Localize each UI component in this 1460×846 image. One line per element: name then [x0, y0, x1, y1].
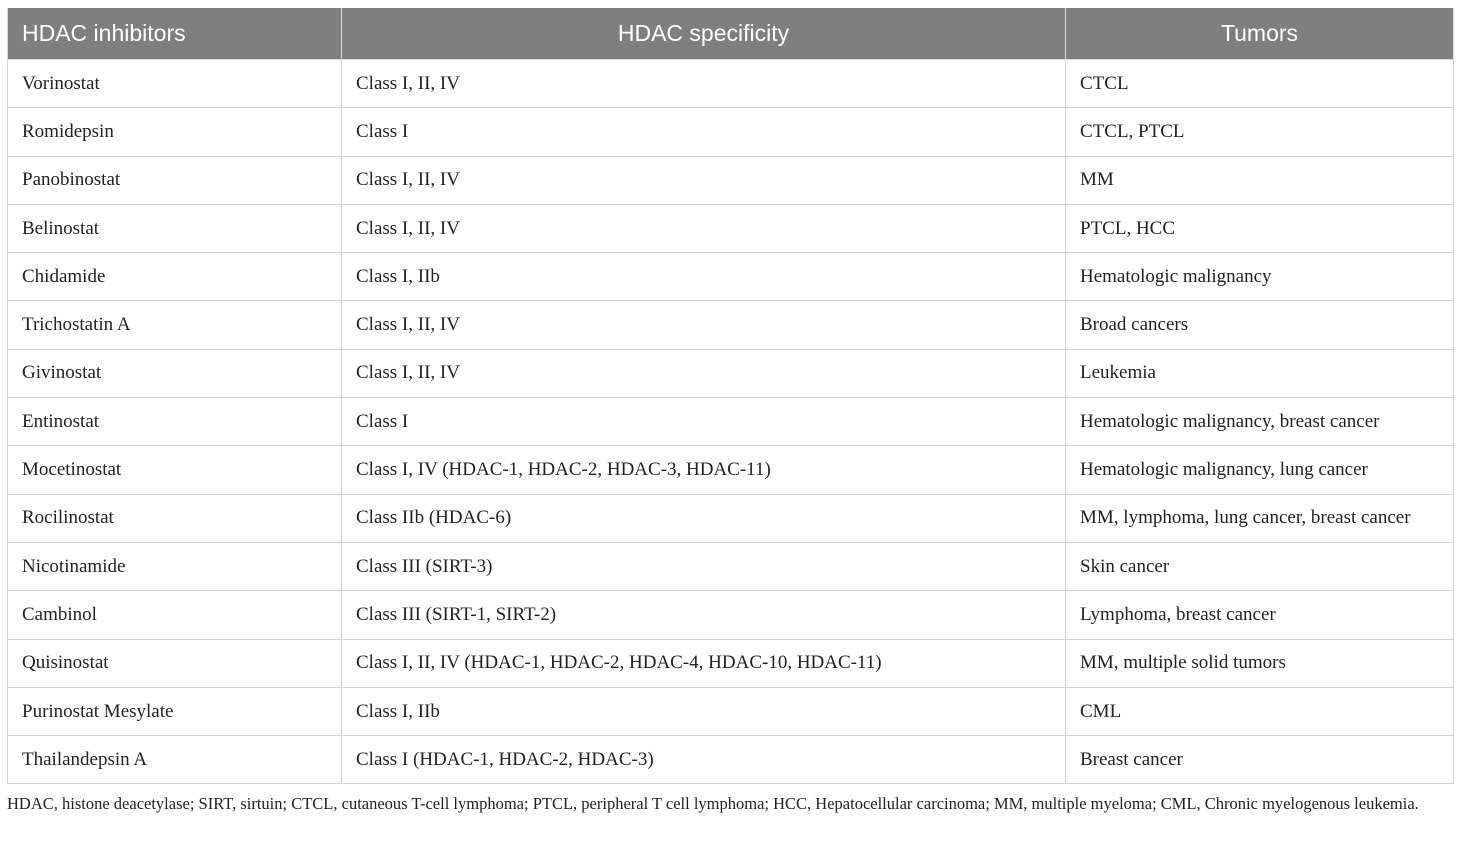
table-row: [8, 253, 1454, 301]
table-row: [8, 446, 1454, 494]
specificity-cell: Class I (HDAC-1, HDAC-2, HDAC-3): [342, 736, 1066, 784]
column-header-tumors: Tumors: [1066, 8, 1454, 60]
table-row: [8, 398, 1454, 446]
specificity-cell: Class I, IV (HDAC-1, HDAC-2, HDAC-3, HDAC-11): [342, 446, 1066, 494]
specificity-cell: Class I: [342, 108, 1066, 156]
inhibitor-cell: Entinostat: [8, 398, 342, 446]
table-row: [8, 60, 1454, 108]
tumors-cell: CTCL: [1066, 60, 1454, 108]
table-row: [8, 542, 1454, 590]
inhibitor-cell: Trichostatin A: [8, 301, 342, 349]
tumors-cell: Breast cancer: [1066, 736, 1454, 784]
specificity-cell: Class I, II, IV (HDAC-1, HDAC-2, HDAC-4, HDAC-10, HDAC-11): [342, 639, 1066, 687]
tumors-cell: Skin cancer: [1066, 542, 1454, 590]
hdac-inhibitors-table-container: [7, 8, 1453, 784]
specificity-cell: Class III (SIRT-1, SIRT-2): [342, 591, 1066, 639]
tumors-cell: PTCL, HCC: [1066, 204, 1454, 252]
column-header-hdac-specificity: HDAC specificity: [342, 8, 1066, 60]
tumors-cell: CML: [1066, 687, 1454, 735]
table-row: [8, 736, 1454, 784]
specificity-cell: Class IIb (HDAC-6): [342, 494, 1066, 542]
table-header: [8, 8, 1454, 60]
table-row: [8, 301, 1454, 349]
table-footnote: HDAC, histone deacetylase; SIRT, sirtuin; CTCL, cutaneous T-cell lymphoma; PTCL, peripheral T cell lymphoma; HCC, Hepatocellular carcinoma; MM, multiple myeloma; CML, Chronic myelogenous leukemia.: [7, 794, 1419, 813]
table-row: [8, 156, 1454, 204]
tumors-cell: MM, multiple solid tumors: [1066, 639, 1454, 687]
inhibitor-cell: Purinostat Mesylate: [8, 687, 342, 735]
tumors-cell: Hematologic malignancy: [1066, 253, 1454, 301]
table-row: [8, 591, 1454, 639]
tumors-cell: CTCL, PTCL: [1066, 108, 1454, 156]
inhibitor-cell: Thailandepsin A: [8, 736, 342, 784]
column-header-hdac-inhibitors: HDAC inhibitors: [8, 8, 342, 60]
inhibitor-cell: Rocilinostat: [8, 494, 342, 542]
inhibitor-cell: Panobinostat: [8, 156, 342, 204]
table-row: [8, 349, 1454, 397]
tumors-cell: MM: [1066, 156, 1454, 204]
specificity-cell: Class I, II, IV: [342, 156, 1066, 204]
inhibitor-cell: Belinostat: [8, 204, 342, 252]
tumors-cell: Hematologic malignancy, lung cancer: [1066, 446, 1454, 494]
tumors-cell: MM, lymphoma, lung cancer, breast cancer: [1066, 494, 1454, 542]
specificity-cell: Class I, IIb: [342, 687, 1066, 735]
inhibitor-cell: Cambinol: [8, 591, 342, 639]
tumors-cell: Broad cancers: [1066, 301, 1454, 349]
inhibitor-cell: Chidamide: [8, 253, 342, 301]
specificity-cell: Class I: [342, 398, 1066, 446]
table-row: [8, 687, 1454, 735]
inhibitor-cell: Quisinostat: [8, 639, 342, 687]
table-row: [8, 639, 1454, 687]
table-body: [8, 60, 1454, 784]
tumors-cell: Hematologic malignancy, breast cancer: [1066, 398, 1454, 446]
specificity-cell: Class I, II, IV: [342, 349, 1066, 397]
inhibitor-cell: Givinostat: [8, 349, 342, 397]
tumors-cell: Leukemia: [1066, 349, 1454, 397]
table-row: [8, 108, 1454, 156]
specificity-cell: Class I, II, IV: [342, 60, 1066, 108]
specificity-cell: Class III (SIRT-3): [342, 542, 1066, 590]
specificity-cell: Class I, II, IV: [342, 204, 1066, 252]
specificity-cell: Class I, IIb: [342, 253, 1066, 301]
header-row: [8, 8, 1454, 60]
inhibitor-cell: Vorinostat: [8, 60, 342, 108]
inhibitor-cell: Mocetinostat: [8, 446, 342, 494]
tumors-cell: Lymphoma, breast cancer: [1066, 591, 1454, 639]
table-row: [8, 204, 1454, 252]
inhibitor-cell: Nicotinamide: [8, 542, 342, 590]
inhibitor-cell: Romidepsin: [8, 108, 342, 156]
table-row: [8, 494, 1454, 542]
specificity-cell: Class I, II, IV: [342, 301, 1066, 349]
hdac-inhibitors-table: [7, 8, 1454, 784]
